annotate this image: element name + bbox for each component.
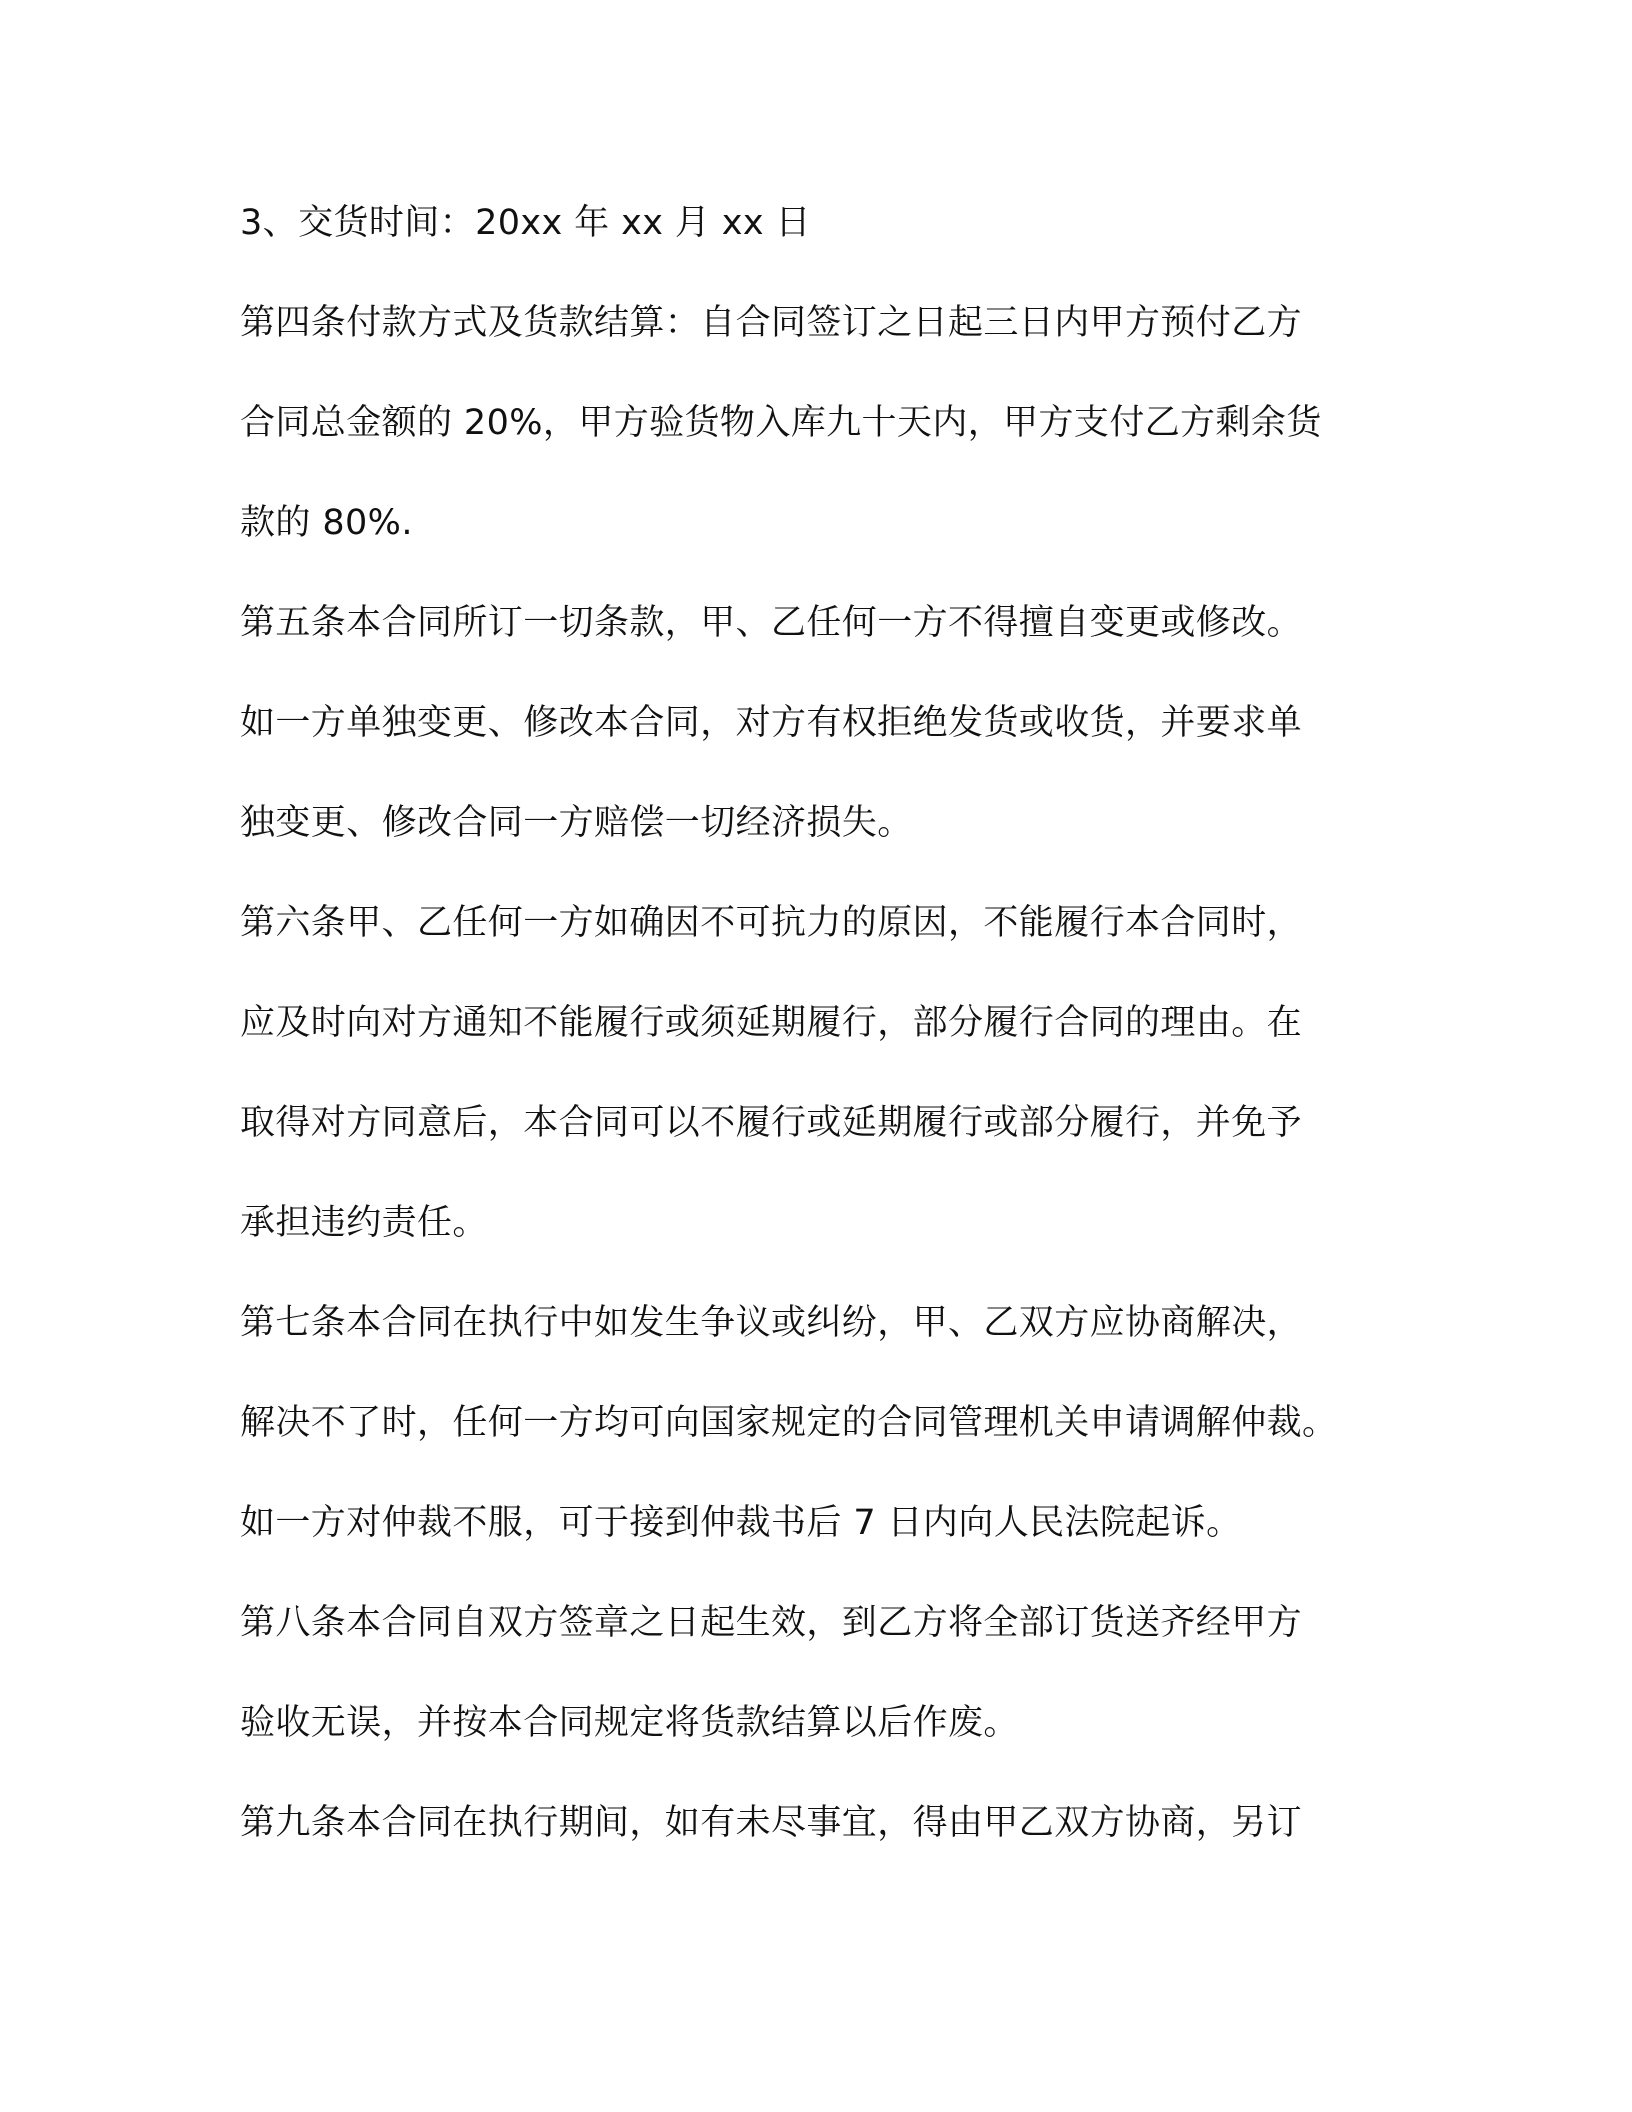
text-line-article-7-a: 第七条本合同在执行中如发生争议或纠纷，甲、乙双方应协商解决， — [240, 1303, 1303, 1343]
text-line-article-6-d: 承担违约责任。 — [240, 1203, 488, 1243]
text-line-article-6-b: 应及时向对方通知不能履行或须延期履行，部分履行合同的理由。在 — [240, 1003, 1303, 1043]
text-line-article-5-b: 如一方单独变更、修改本合同，对方有权拒绝发货或收货，并要求单 — [240, 703, 1303, 743]
text-line-article-8-b: 验收无误，并按本合同规定将货款结算以后作废。 — [240, 1703, 1019, 1743]
text-line-article-5-c: 独变更、修改合同一方赔偿一切经济损失。 — [240, 803, 913, 843]
text-line-article-5-a: 第五条本合同所订一切条款，甲、乙任何一方不得擅自变更或修改。 — [240, 603, 1303, 643]
text-line-article-4-a: 第四条付款方式及货款结算：自合同签订之日起三日内甲方预付乙方 — [240, 303, 1303, 343]
text-line-article-7-c: 如一方对仲裁不服，可于接到仲裁书后 7 日内向人民法院起诉。 — [240, 1503, 1242, 1543]
text-line-article-8-a: 第八条本合同自双方签章之日起生效，到乙方将全部订货送齐经甲方 — [240, 1603, 1303, 1643]
text-line-article-4-b: 合同总金额的 20%，甲方验货物入库九十天内，甲方支付乙方剩余货 — [240, 403, 1322, 443]
text-line-article-4-c: 款的 80%. — [240, 503, 413, 543]
text-line-delivery-time: 3、交货时间：20xx 年 xx 月 xx 日 — [240, 203, 811, 243]
text-line-article-6-c: 取得对方同意后，本合同可以不履行或延期履行或部分履行，并免予 — [240, 1103, 1303, 1143]
text-line-article-7-b: 解决不了时，任何一方均可向国家规定的合同管理机关申请调解仲裁。 — [240, 1403, 1338, 1443]
text-line-article-9-a: 第九条本合同在执行期间，如有未尽事宜，得由甲乙双方协商，另订 — [240, 1803, 1303, 1843]
text-line-article-6-a: 第六条甲、乙任何一方如确因不可抗力的原因，不能履行本合同时， — [240, 903, 1303, 943]
